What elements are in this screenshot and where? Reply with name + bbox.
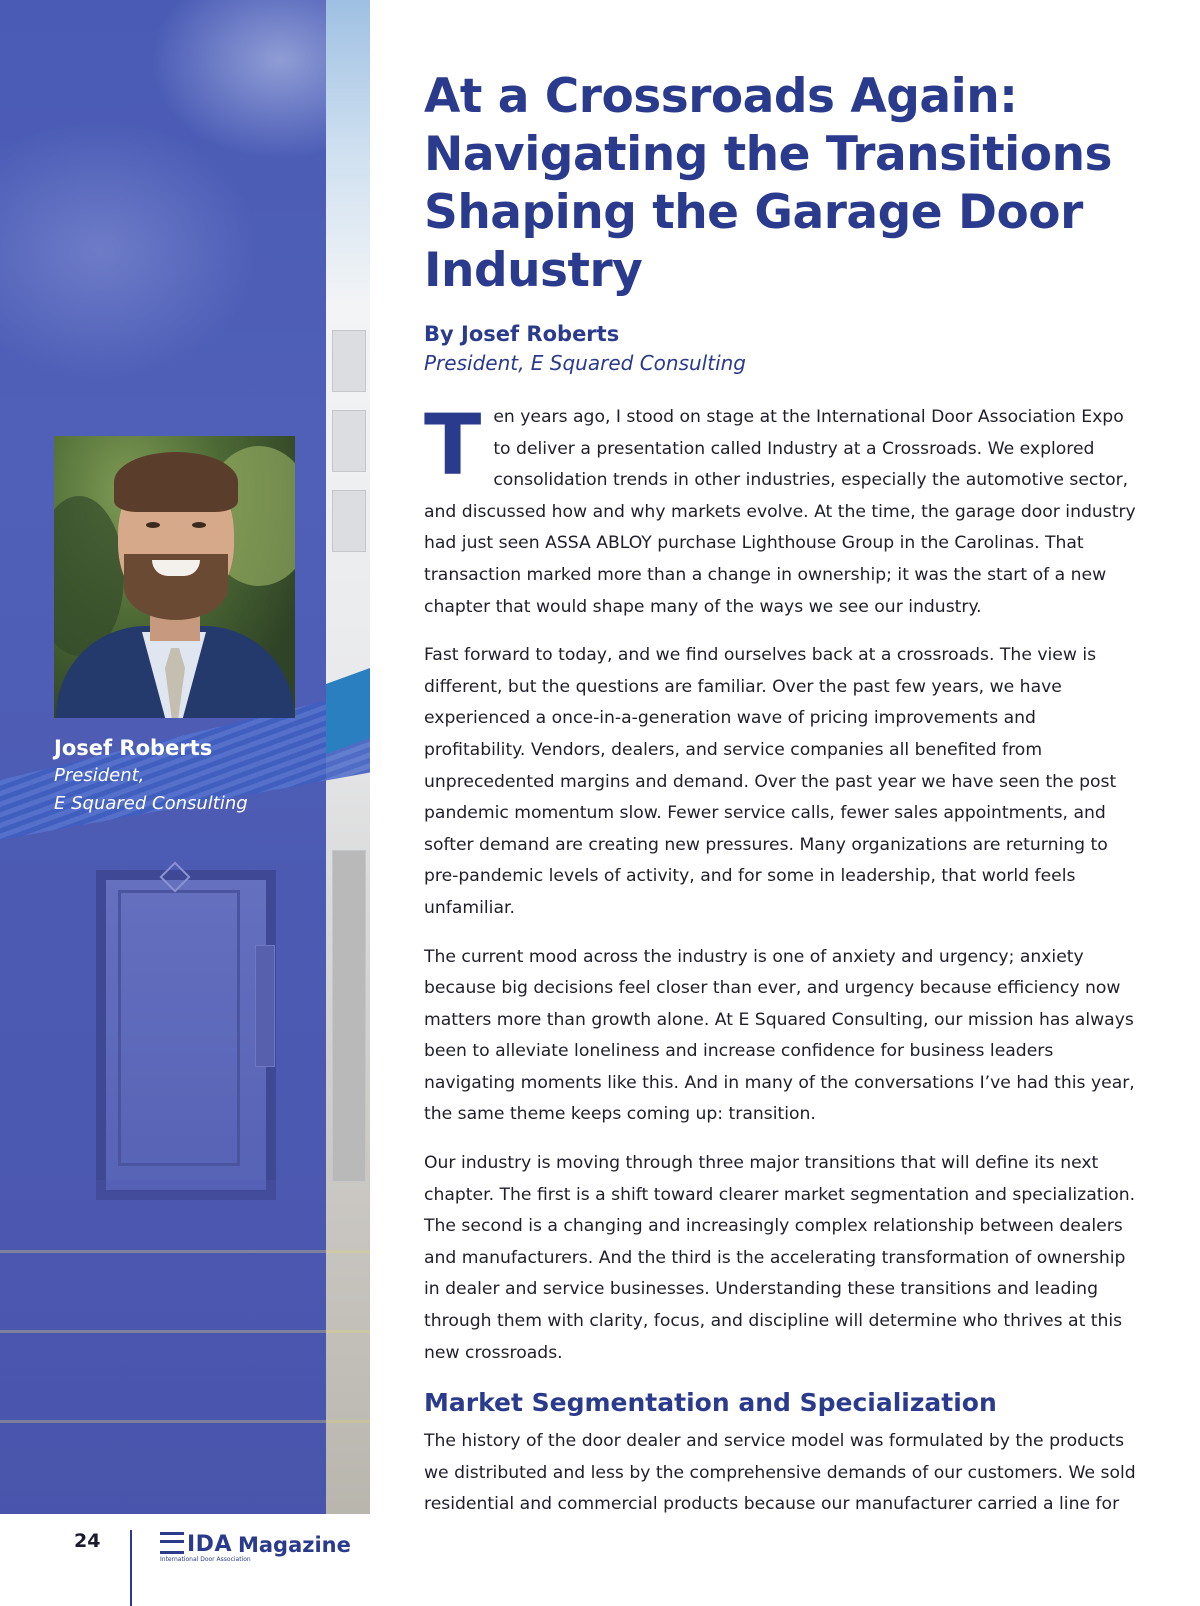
- article-body: [424, 396, 1136, 1553]
- floor-marking: [0, 1330, 370, 1333]
- byline-role: President, E Squared Consulting: [424, 351, 746, 375]
- article-title: At a Crossroads Again: Navigating the Transitions Shaping the Garage Door Industry: [424, 69, 1113, 298]
- ida-magazine-logo: [160, 1532, 351, 1557]
- footer-divider: [130, 1530, 132, 1606]
- floor-marking: [0, 1250, 370, 1253]
- control-panel: [255, 945, 275, 1067]
- sky-cloud: [0, 120, 260, 380]
- caption-name: Josef Roberts: [54, 736, 213, 760]
- eye: [146, 522, 160, 528]
- ground-shade: [0, 1180, 326, 1514]
- byline-author: By Josef Roberts: [424, 322, 620, 346]
- dock-door-panel: [332, 850, 366, 1182]
- page-number: 24: [74, 1530, 101, 1552]
- paragraph: The current mood across the industry is one of anxiety and urgency; anxiety because big decisions feel closer than ever, and urgency because efficiency now matters more than growth alone. At E Squared Consulting, our mission has always been to alleviate loneliness and increase confidence for business leaders navigating moments like this. And in many of the conversations I’ve had this year, the same theme keeps coming up: transition.: [424, 946, 1135, 1125]
- magazine-text: Magazine: [237, 1533, 351, 1557]
- paragraph: Our industry is moving through three major transitions that will define its next chapter. The first is a shift toward clearer market segmentation and specialization. The second is a changing and increasingly complex relationship between dealers and manufacturers. And the third is the accelerating transformation of ownership in dealer and service businesses. Understanding these transitions and leading through them with clarity, focus, and discipline will determine who thrives at this new crossroads.: [424, 1153, 1136, 1363]
- paragraph: Fast forward to today, and we find ourselves back at a crossroads. The view is different, but the questions are familiar. Over the past few years, we have experienced a once-in-a-generation wave of pricing improvements and profitability. Vendors, dealers, and service companies all benefited from unprecedented margins and demand. Over the past year we have seen the post pandemic momentum slow. Fewer service calls, fewer sales appointments, and softer demand are creating new pressures. Many organizations are returning to pre-pandemic levels of activity, and for some in leadership, that world feels unfamiliar.: [424, 645, 1117, 918]
- sidebar-photo-column: [0, 0, 370, 1514]
- paragraph: [424, 396, 1136, 623]
- building-window: [332, 490, 366, 552]
- eye: [192, 522, 206, 528]
- byline: [424, 320, 1136, 378]
- ida-logo-icon: [160, 1532, 184, 1554]
- logo-text: IDA: [187, 1532, 232, 1557]
- section-heading: Market Segmentation and Specialization: [424, 1388, 997, 1418]
- loading-dock-frame: [118, 890, 240, 1166]
- caption-company: E Squared Consulting: [54, 793, 248, 814]
- drop-cap: T: [424, 396, 482, 494]
- portrait-caption: [54, 734, 248, 818]
- floor-marking: [0, 1420, 370, 1423]
- building-window: [332, 330, 366, 392]
- building-window: [332, 410, 366, 472]
- article: [424, 68, 1136, 1570]
- author-portrait: [54, 436, 295, 718]
- paragraph: The history of the door dealer and service model was formulated by the products we distributed and less by the comprehensive demands of our customers. We sold residential and commercial products because our manufacturer carried a line for: [424, 1431, 1136, 1515]
- logo-subtext: International Door Association: [160, 1556, 251, 1563]
- hair: [114, 452, 238, 512]
- caption-role: President,: [54, 765, 145, 786]
- paragraph-text: en years ago, I stood on stage at the International Door Association Expo to deliver a presentation called Industry at a Crossroads. We explored consolidation trends in other industries, especially the automotive sector, and discussed how and why markets evolve. At the time, the garage door industry had just seen ASSA ABLOY purchase Lighthouse Group in the Carolinas. That transaction marked more than a change in ownership; it was the start of a new chapter that would shape many of the ways we see our industry.: [424, 407, 1136, 617]
